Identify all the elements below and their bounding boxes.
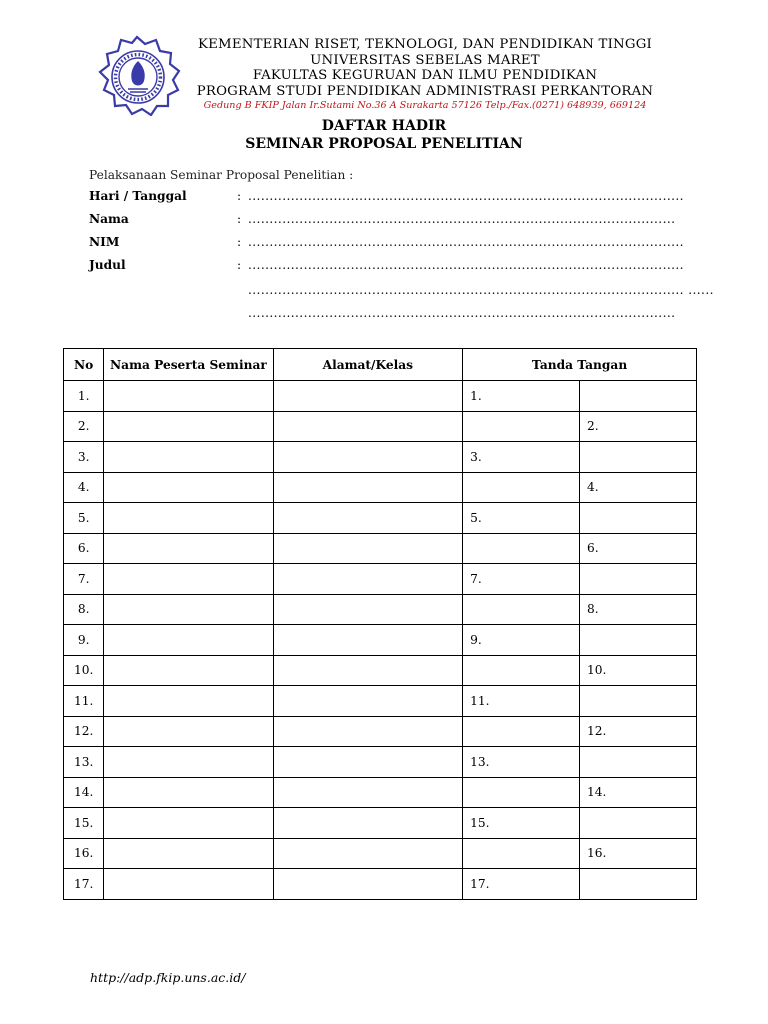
column-header-alamat: Alamat/Kelas: [273, 349, 463, 381]
table-row: [64, 777, 697, 808]
row-number: 12.: [64, 716, 104, 747]
address-class-cell[interactable]: [273, 411, 463, 442]
row-number: 4.: [64, 472, 104, 503]
participant-name-cell[interactable]: [104, 869, 273, 900]
participant-name-cell[interactable]: [104, 808, 273, 839]
ministry-name: KEMENTERIAN RISET, TEKNOLOGI, DAN PENDIDIKAN TINGGI: [197, 37, 652, 52]
signature-cell-left[interactable]: 13.: [463, 747, 580, 778]
row-number: 8.: [64, 594, 104, 625]
signature-cell-left[interactable]: 1.: [463, 381, 580, 412]
study-program-name: PROGRAM STUDI PENDIDIKAN ADMINISTRASI PERKANTORAN: [196, 83, 654, 99]
field-blank-nama[interactable]: ....................................................................................................: [248, 212, 676, 226]
university-seal-icon: [92, 34, 182, 116]
signature-cell-left[interactable]: [463, 472, 580, 503]
participant-name-cell[interactable]: [104, 472, 273, 503]
table-row: [64, 747, 697, 778]
participant-name-cell[interactable]: [104, 655, 273, 686]
address-class-cell[interactable]: [273, 442, 463, 473]
field-label-nama: Nama: [89, 212, 129, 226]
table-row: [64, 625, 697, 656]
participant-name-cell[interactable]: [104, 381, 273, 412]
participant-name-cell[interactable]: [104, 686, 273, 717]
signature-cell-left[interactable]: 5.: [463, 503, 580, 534]
row-number: 10.: [64, 655, 104, 686]
column-header-tanda-tangan: Tanda Tangan: [463, 349, 697, 381]
participant-name-cell[interactable]: [104, 533, 273, 564]
intro-text: Pelaksanaan Seminar Proposal Penelitian :: [89, 168, 354, 182]
row-number: 16.: [64, 838, 104, 869]
signature-cell-left[interactable]: 7.: [463, 564, 580, 595]
field-label-judul: Judul: [89, 258, 126, 272]
signature-cell-left[interactable]: [463, 533, 580, 564]
signature-cell-right[interactable]: [580, 747, 697, 778]
faculty-name: FAKULTAS KEGURUAN DAN ILMU PENDIDIKAN: [252, 68, 598, 83]
field-colon: :: [237, 212, 242, 226]
address-class-cell[interactable]: [273, 869, 463, 900]
column-header-no: No: [64, 349, 104, 381]
field-blank-hari-tanggal[interactable]: ......................................................................................................: [248, 189, 684, 203]
signature-cell-left[interactable]: [463, 716, 580, 747]
university-name: UNIVERSITAS SEBELAS MARET: [310, 52, 540, 68]
participant-name-cell[interactable]: [104, 564, 273, 595]
participant-name-cell[interactable]: [104, 777, 273, 808]
address-class-cell[interactable]: [273, 838, 463, 869]
field-blank-judul-line3[interactable]: ....................................................................................................: [248, 306, 676, 320]
row-number: 2.: [64, 411, 104, 442]
table-row: [64, 381, 697, 412]
row-number: 17.: [64, 869, 104, 900]
signature-cell-left[interactable]: 17.: [463, 869, 580, 900]
table-header-row: [64, 349, 697, 381]
attendance-table: [63, 348, 697, 900]
signature-cell-left[interactable]: [463, 594, 580, 625]
attendance-table-body: [64, 381, 697, 900]
table-row: [64, 838, 697, 869]
signature-cell-left[interactable]: [463, 777, 580, 808]
participant-name-cell[interactable]: [104, 716, 273, 747]
field-colon: :: [237, 235, 242, 249]
institution-address: Gedung B FKIP Jalan Ir.Sutami No.36 A Surakarta 57126 Telp./Fax.(0271) 648939, 669124: [203, 100, 647, 111]
participant-name-cell[interactable]: [104, 503, 273, 534]
signature-cell-right[interactable]: [580, 625, 697, 656]
field-blank-nim[interactable]: ......................................................................................................: [248, 235, 684, 249]
signature-cell-right[interactable]: 6.: [580, 533, 697, 564]
row-number: 1.: [64, 381, 104, 412]
table-row: [64, 533, 697, 564]
row-number: 7.: [64, 564, 104, 595]
field-label-nim: NIM: [89, 235, 120, 249]
row-number: 13.: [64, 747, 104, 778]
address-class-cell[interactable]: [273, 655, 463, 686]
row-number: 11.: [64, 686, 104, 717]
table-row: [64, 564, 697, 595]
address-class-cell[interactable]: [273, 625, 463, 656]
document-title: DAFTAR HADIR: [321, 118, 447, 134]
table-row: [64, 411, 697, 442]
address-class-cell[interactable]: [273, 381, 463, 412]
signature-cell-right[interactable]: [580, 564, 697, 595]
table-row: [64, 869, 697, 900]
participant-name-cell[interactable]: [104, 594, 273, 625]
row-number: 14.: [64, 777, 104, 808]
address-class-cell[interactable]: [273, 594, 463, 625]
signature-cell-left[interactable]: 15.: [463, 808, 580, 839]
signature-cell-right[interactable]: [580, 442, 697, 473]
signature-cell-left[interactable]: [463, 838, 580, 869]
row-number: 9.: [64, 625, 104, 656]
signature-cell-right[interactable]: 8.: [580, 594, 697, 625]
participant-name-cell[interactable]: [104, 625, 273, 656]
signature-cell-left[interactable]: 11.: [463, 686, 580, 717]
table-row: [64, 503, 697, 534]
signature-cell-right[interactable]: 2.: [580, 411, 697, 442]
table-row: [64, 716, 697, 747]
participant-name-cell[interactable]: [104, 442, 273, 473]
field-blank-judul[interactable]: ......................................................................................................: [248, 258, 684, 272]
signature-cell-left[interactable]: [463, 411, 580, 442]
letterhead: [180, 37, 670, 112]
signature-cell-right[interactable]: 14.: [580, 777, 697, 808]
address-class-cell[interactable]: [273, 472, 463, 503]
field-blank-judul-line2[interactable]: ...................................................................................................... ......: [248, 283, 714, 297]
row-number: 6.: [64, 533, 104, 564]
address-class-cell[interactable]: [273, 747, 463, 778]
signature-cell-left[interactable]: 9.: [463, 625, 580, 656]
signature-cell-right[interactable]: 12.: [580, 716, 697, 747]
signature-cell-left[interactable]: 3.: [463, 442, 580, 473]
signature-cell-right[interactable]: [580, 869, 697, 900]
signature-cell-right[interactable]: 10.: [580, 655, 697, 686]
document-subtitle: SEMINAR PROPOSAL PENELITIAN: [245, 136, 523, 152]
field-colon: :: [237, 189, 242, 203]
address-class-cell[interactable]: [273, 503, 463, 534]
address-class-cell[interactable]: [273, 686, 463, 717]
row-number: 5.: [64, 503, 104, 534]
field-label-hari-tanggal: Hari / Tanggal: [89, 189, 187, 203]
signature-cell-right[interactable]: [580, 686, 697, 717]
address-class-cell[interactable]: [273, 533, 463, 564]
table-row: [64, 655, 697, 686]
address-class-cell[interactable]: [273, 564, 463, 595]
column-header-nama: Nama Peserta Seminar: [104, 349, 273, 381]
table-row: [64, 472, 697, 503]
footer-url: http://adp.fkip.uns.ac.id/: [90, 970, 246, 985]
participant-name-cell[interactable]: [104, 747, 273, 778]
address-class-cell[interactable]: [273, 777, 463, 808]
signature-cell-right[interactable]: 16.: [580, 838, 697, 869]
address-class-cell[interactable]: [273, 716, 463, 747]
signature-cell-left[interactable]: [463, 655, 580, 686]
table-row: [64, 594, 697, 625]
row-number: 15.: [64, 808, 104, 839]
table-row: [64, 808, 697, 839]
signature-cell-right[interactable]: 4.: [580, 472, 697, 503]
participant-name-cell[interactable]: [104, 838, 273, 869]
field-colon: :: [237, 258, 242, 272]
address-class-cell[interactable]: [273, 808, 463, 839]
row-number: 3.: [64, 442, 104, 473]
signature-cell-right[interactable]: [580, 808, 697, 839]
signature-cell-right[interactable]: [580, 503, 697, 534]
participant-name-cell[interactable]: [104, 411, 273, 442]
table-row: [64, 686, 697, 717]
table-row: [64, 442, 697, 473]
signature-cell-right[interactable]: [580, 381, 697, 412]
